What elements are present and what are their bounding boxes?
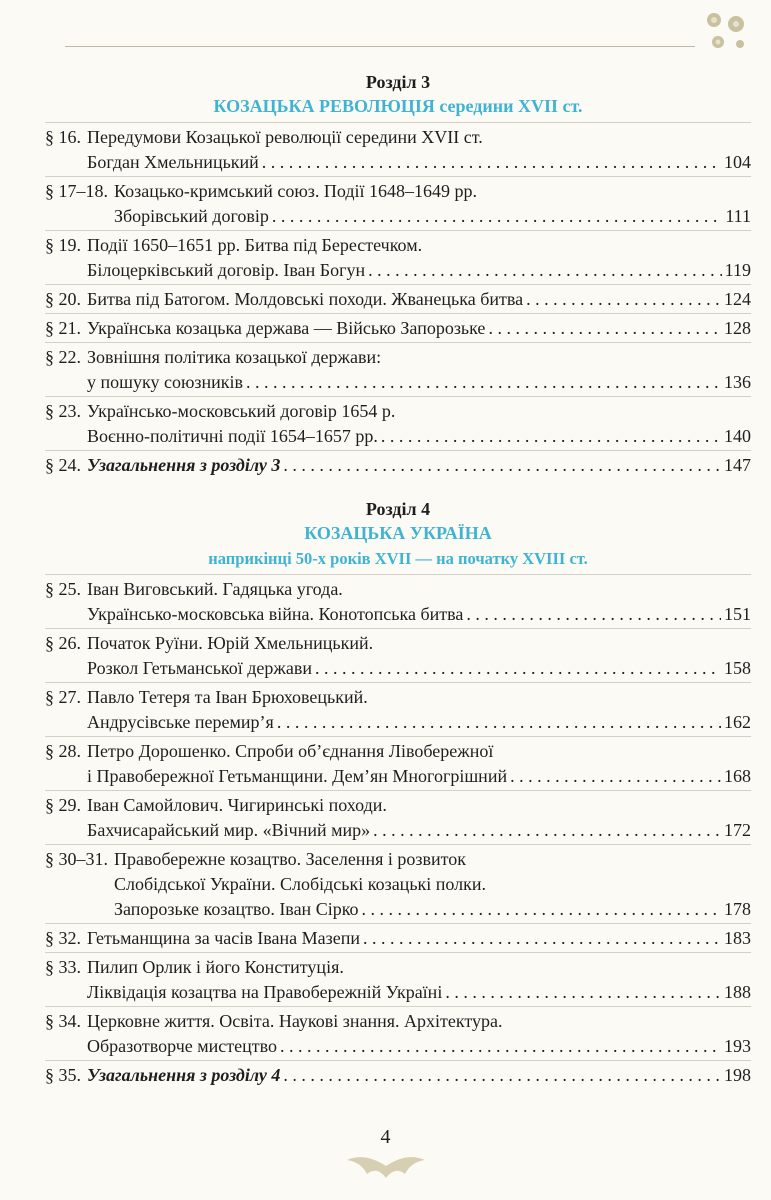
toc-entry[interactable] xyxy=(45,1006,751,1060)
entry-title-line: Ліквідація козацтва на Правобережній Україні xyxy=(87,982,443,1002)
paragraph-number: § 20. xyxy=(45,289,81,309)
entry-title-line: Пилип Орлик і його Конституція. xyxy=(87,957,344,977)
entry-last-line xyxy=(87,818,751,843)
page-reference[interactable]: 136 xyxy=(724,372,751,392)
paragraph-number: § 27. xyxy=(45,687,81,707)
entry-title xyxy=(87,685,751,735)
entry-last-line xyxy=(87,1063,751,1088)
entry-title xyxy=(87,316,751,341)
page-reference[interactable]: 124 xyxy=(724,289,751,309)
entry-last-line xyxy=(87,926,751,951)
table-of-contents xyxy=(45,70,751,1089)
dot-leader xyxy=(280,1034,721,1059)
entry-title-line: у пошуку союзників xyxy=(87,372,244,392)
toc-entry[interactable] xyxy=(45,230,751,284)
page-reference[interactable]: 198 xyxy=(724,1065,751,1085)
dot-leader xyxy=(262,150,721,175)
dot-leader xyxy=(277,710,721,735)
paragraph-number: § 24. xyxy=(45,455,81,475)
paragraph-number: § 34. xyxy=(45,1011,81,1031)
entry-title xyxy=(87,955,751,1005)
dot-leader xyxy=(373,818,721,843)
entry-list xyxy=(45,122,751,479)
section-heading: Розділ 3 xyxy=(365,72,431,92)
entry-title xyxy=(114,847,751,922)
page-reference[interactable]: 178 xyxy=(724,899,751,919)
toc-entry[interactable] xyxy=(45,450,751,479)
entry-title-line: Церковне життя. Освіта. Наукові знання. Архітектура. xyxy=(87,1011,503,1031)
toc-entry[interactable] xyxy=(45,176,751,230)
page-reference[interactable]: 158 xyxy=(724,658,751,678)
entry-title xyxy=(114,179,751,229)
paragraph-number: § 30–31. xyxy=(45,849,108,869)
dot-leader xyxy=(488,316,721,341)
entry-title xyxy=(87,1063,751,1088)
entry-title-line: Образотворче мистецтво xyxy=(87,1036,277,1056)
entry-last-line xyxy=(87,150,751,175)
page-reference[interactable]: 193 xyxy=(724,1036,751,1056)
toc-entry[interactable] xyxy=(45,1060,751,1089)
entry-title-line: Українсько-московська війна. Конотопська битва xyxy=(87,604,464,624)
dot-leader xyxy=(368,258,722,283)
floral-ornament-icon xyxy=(700,6,752,54)
page-reference[interactable]: 128 xyxy=(724,318,751,338)
entry-last-line xyxy=(87,602,751,627)
dot-leader xyxy=(315,656,721,681)
dot-leader xyxy=(272,204,722,229)
dot-leader xyxy=(283,1063,721,1088)
entry-title-line: Зборівський договір xyxy=(114,206,269,226)
entry-title-line: Петро Дорошенко. Спроби об’єднання Лівобережної xyxy=(87,741,494,761)
entry-last-line xyxy=(87,287,751,312)
entry-title-line: Початок Руїни. Юрій Хмельницький. xyxy=(87,633,374,653)
entry-last-line xyxy=(87,1034,751,1059)
dot-leader xyxy=(526,287,721,312)
dot-leader xyxy=(283,453,721,478)
entry-last-line xyxy=(87,656,751,681)
toc-entry[interactable] xyxy=(45,923,751,952)
toc-entry[interactable] xyxy=(45,844,751,923)
entry-title xyxy=(87,739,751,789)
toc-entry[interactable] xyxy=(45,396,751,450)
entry-title-line: Битва під Батогом. Молдовські походи. Жванецька битва xyxy=(87,289,524,309)
entry-title-line: Українська козацька держава — Військо Запорозьке xyxy=(87,318,486,338)
paragraph-number: § 25. xyxy=(45,579,81,599)
entry-last-line xyxy=(87,316,751,341)
toc-entry[interactable] xyxy=(45,574,751,628)
entry-last-line xyxy=(87,453,751,478)
toc-entry[interactable] xyxy=(45,736,751,790)
entry-title xyxy=(87,1009,751,1059)
entry-title xyxy=(87,345,751,395)
entry-last-line xyxy=(87,764,751,789)
page-reference[interactable]: 140 xyxy=(724,426,751,446)
entry-title-line: Гетьманщина за часів Івана Мазепи xyxy=(87,928,360,948)
entry-title-line: Зовнішня політика козацької держави: xyxy=(87,347,382,367)
entry-title-line: Слобідської України. Слобідські козацькі полки. xyxy=(114,874,487,894)
entry-last-line xyxy=(87,710,751,735)
paragraph-number: § 32. xyxy=(45,928,81,948)
entry-title xyxy=(87,453,751,478)
paragraph-number: § 23. xyxy=(45,401,81,421)
paragraph-number: § 22. xyxy=(45,347,81,367)
page-reference[interactable]: 104 xyxy=(724,152,751,172)
paragraph-number: § 35. xyxy=(45,1065,81,1085)
toc-entry[interactable] xyxy=(45,790,751,844)
entry-last-line xyxy=(114,204,751,229)
entry-title-line: Запорозьке козацтво. Іван Сірко xyxy=(114,899,359,919)
entry-title-line: Богдан Хмельницький xyxy=(87,152,259,172)
entry-title xyxy=(87,233,751,283)
entry-title xyxy=(87,793,751,843)
paragraph-number: § 16. xyxy=(45,127,81,147)
entry-last-line xyxy=(87,424,751,449)
dot-leader xyxy=(445,980,721,1005)
page-reference[interactable]: 188 xyxy=(724,982,751,1002)
entry-title-line: Павло Тетеря та Іван Брюховецький. xyxy=(87,687,368,707)
entry-title-line: Узагальнення з розділу 4 xyxy=(87,1065,281,1085)
entry-last-line xyxy=(114,897,751,922)
entry-title-line: Воєнно-політичні події 1654–1657 рр. xyxy=(87,426,378,446)
entry-title xyxy=(87,287,751,312)
entry-title xyxy=(87,125,751,175)
entry-title-line: Українсько-московський договір 1654 р. xyxy=(87,401,396,421)
dot-leader xyxy=(246,370,721,395)
paragraph-number: § 21. xyxy=(45,318,81,338)
entry-title-line: Білоцерківський договір. Іван Богун xyxy=(87,260,366,280)
dot-leader xyxy=(466,602,721,627)
entry-title-line: Іван Самойлович. Чигиринські походи. xyxy=(87,795,387,815)
header-rule xyxy=(65,46,695,47)
toc-entry[interactable] xyxy=(45,952,751,1006)
toc-entry[interactable] xyxy=(45,342,751,396)
page-reference[interactable]: 151 xyxy=(724,604,751,624)
paragraph-number: § 29. xyxy=(45,795,81,815)
dot-leader xyxy=(363,926,721,951)
entry-title-line: Андрусівське перемир’я xyxy=(87,712,274,732)
toc-entry[interactable] xyxy=(45,284,751,313)
dot-leader xyxy=(381,424,721,449)
toc-section xyxy=(45,70,751,479)
toc-section xyxy=(45,479,751,1089)
entry-title-line: Події 1650–1651 рр. Битва під Берестечком. xyxy=(87,235,423,255)
entry-last-line xyxy=(87,980,751,1005)
paragraph-number: § 33. xyxy=(45,957,81,977)
page-reference[interactable]: 147 xyxy=(724,455,751,475)
toc-entry[interactable] xyxy=(45,682,751,736)
section-spacer xyxy=(45,479,751,497)
paragraph-number: § 17–18. xyxy=(45,181,108,201)
section-title: КОЗАЦЬКА УКРАЇНА xyxy=(304,523,492,543)
page-reference[interactable]: 183 xyxy=(724,928,751,948)
entry-title-line: Бахчисарайський мир. «Вічний мир» xyxy=(87,820,371,840)
page-number: 4 xyxy=(380,1126,391,1148)
paragraph-number: § 28. xyxy=(45,741,81,761)
page-reference[interactable]: 168 xyxy=(724,766,751,786)
paragraph-number: § 26. xyxy=(45,633,81,653)
page-reference[interactable]: 111 xyxy=(725,206,751,226)
paragraph-number: § 19. xyxy=(45,235,81,255)
section-subtitle: наприкінці 50-х років XVII — на початку XVIII ст. xyxy=(208,549,588,568)
toc-entry[interactable] xyxy=(45,122,751,176)
section-heading: Розділ 4 xyxy=(365,499,431,519)
toc-entry[interactable] xyxy=(45,313,751,342)
entry-last-line xyxy=(87,258,751,283)
dot-leader xyxy=(510,764,721,789)
page-reference[interactable]: 162 xyxy=(724,712,751,732)
dot-leader xyxy=(362,897,721,922)
entry-title-line: Козацько-кримський союз. Події 1648–1649 рр. xyxy=(114,181,478,201)
page-reference[interactable]: 172 xyxy=(724,820,751,840)
entry-title xyxy=(87,399,751,449)
entry-title-line: Правобережне козацтво. Заселення і розвиток xyxy=(114,849,466,869)
entry-title-line: Узагальнення з розділу 3 xyxy=(87,455,281,475)
section-title: КОЗАЦЬКА РЕВОЛЮЦІЯ середини XVII ст. xyxy=(213,96,583,116)
entry-title-line: Розкол Гетьманської держави xyxy=(87,658,312,678)
footer-ornament-icon xyxy=(345,1152,427,1180)
entry-title-line: Іван Виговський. Гадяцька угода. xyxy=(87,579,343,599)
toc-entry[interactable] xyxy=(45,628,751,682)
entry-title xyxy=(87,577,751,627)
entry-title xyxy=(87,631,751,681)
entry-title-line: і Правобережної Гетьманщини. Дем’ян Многогрішний xyxy=(87,766,508,786)
page-reference[interactable]: 119 xyxy=(724,260,751,280)
entry-list xyxy=(45,574,751,1089)
entry-last-line xyxy=(87,370,751,395)
entry-title-line: Передумови Козацької революції середини XVII ст. xyxy=(87,127,483,147)
entry-title xyxy=(87,926,751,951)
